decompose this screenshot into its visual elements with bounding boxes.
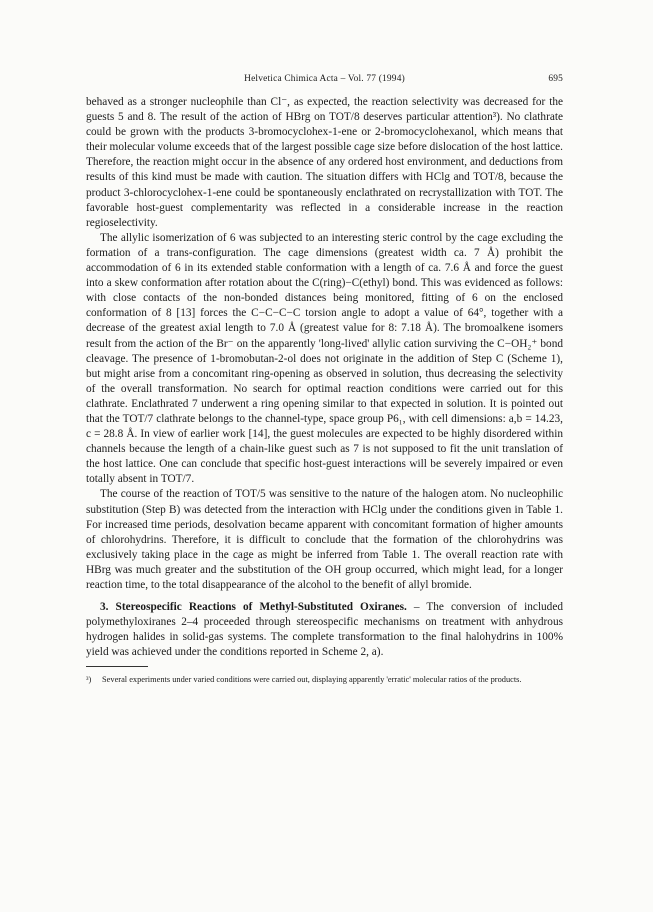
section-heading: 3. Stereospecific Reactions of Methyl-Substituted Oxiranes. — [100, 601, 407, 614]
section-text: – The conversion of included polymethyloxiranes 2–4 proceeded through stereospecific mechanisms on treatment with anhydrous hydrogen halides in solid-gas systems. The complete transformation to the final halohydrins in 100% yield was achieved under the conditions reported in Scheme 2, a). — [86, 601, 563, 659]
footnote-divider — [86, 666, 148, 667]
paragraph-1: behaved as a stronger nucleophile than Cl⁻, as expected, the reaction selectivity was decreased for the guests 5 and 8. The result of the action of HBrg on TOT/8 deserves particular attention³). No clathrate could be grown with the products 3-bromocyclohex-1-ene or 2-bromocyclohexanol, which means that their molecular volume exceeds that of the largest possible cage size before dislocation of the host lattice. Therefore, the reaction might occur in the absence of any ordered host environment, and deductions from results of this kind must be made with caution. The situation differs with HClg and TOT/8, because the product 3-chlorocyclohex-1-ene could be spontaneously enclathrated on recrystallization with TOT. The favorable host-guest complementarity was reflected in a considerable increase in the reaction regioselectivity. — [86, 96, 563, 229]
journal-title: Helvetica Chimica Acta – Vol. 77 (1994) — [244, 74, 405, 84]
paragraph-3: The course of the reaction of TOT/5 was sensitive to the nature of the halogen atom. No nucleophilic substitution (Step B) was detected from the interaction with HClg under the conditions given in Table 1. For increased time periods, desolvation became apparent with concomitant formation of higher amounts of chlorohydrins. Therefore, it is difficult to conclude that the formation of the chlorohydrins was exclusively taking place in the cage as might be inferred from Table 1. The overall reaction rate with HBrg was much greater and the substitution of the OH group occurred, which might lead, for a longer reaction time, to the total disappearance of the alcohol to the benefit of allyl bromide. — [86, 488, 563, 591]
article-body — [86, 95, 563, 686]
footnote-text: Several experiments under varied conditions were carried out, displaying apparently 'erratic' molecular ratios of the products. — [102, 675, 522, 685]
footnote — [86, 674, 563, 686]
paragraph-2: The allylic isomerization of 6 was subjected to an interesting steric control by the cage excluding the formation of a trans-configuration. The cage dimensions (greatest width ca. 7 Å) prohibit the accommodation of 6 in its extended stable conformation with a length of ca. 7.6 Å and force the guest into a skew conformation after rotation about the C(ring)−C(ethyl) bond. This was evidenced as follows: with close contacts of the non-bonded distances being monitored, fitting of 6 on the enclosed conformation of 8 [13] forces the C−C−C−C torsion angle to adopt a value of 64°, together with a decrease of the greatest axial length to 7.0 Å (greatest value for 8: 7.18 Å). The bromoalkene isomers result from the action of the Br⁻ on the apparently 'long-lived' allylic cation surviving the C−OH₂⁺ bond cleavage. The presence of 1-bromobutan-2-ol does not originate in the addition of Step C (Scheme 1), but might arise from a concomitant ring-opening as observed in solution, thus decreasing the selectivity of the overall transformation. No search for optimal reaction conditions were carried out for this clathrate. Enclathrated 7 underwent a ring opening similar to that expected in solution. It is pointed out that the TOT/7 clathrate belongs to the channel-type, space group P6₁, with cell dimensions: a,b = 14.23, c = 28.8 Å. In view of earlier work [14], the guest molecules are expected to be highly disordered within channels because the length of a chain-like guest such as 7 is not supposed to fit the unit translation of the host lattice. One can conclude that specific host-guest interactions will be severely impaired or even totally absent in TOT/7. — [86, 231, 563, 486]
page-number: 695 — [548, 74, 563, 84]
footnote-marker: ³) — [86, 675, 92, 685]
paragraph-4 — [86, 600, 563, 660]
